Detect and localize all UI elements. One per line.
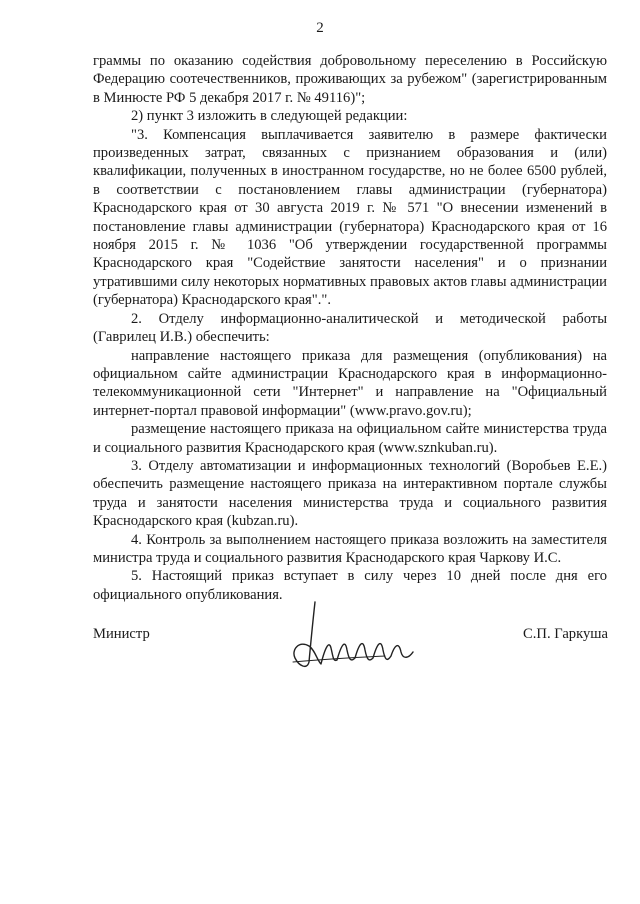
paragraph: 5. Настоящий приказ вступает в силу через 10 дней после дня его официального опубликования. [93, 568, 607, 603]
paragraph: "3. Компенсация выплачивается заявителю в размере фактически произведенных затрат, связанных с признанием образования и (или) квалификации, полученных в иностранном государстве, но не более 6500 рублей, в соответствии с постановлением главы администрации (губернатора) Краснодарского края от 30 августа 2019 г. № 571 "О внесении изменений в постановление главы администрации (губернатора) Краснодарского края от 16 ноября 2015 г. № 1036 "Об утверждении государственной программы Краснодарского края "Содействие занятости населения" и о признании утратившими силу некоторых нормативных правовых актов главы администрации (губернатора) Краснодарского края".". [93, 126, 607, 309]
signer-position: Министр [93, 626, 150, 642]
paragraph: граммы по оказанию содействия добровольному переселению в Российскую Федерацию соотечественников, проживающих за рубежом" (зарегистрированным в Минюсте РФ 5 декабря 2017 г. № 49116)"; [93, 53, 607, 106]
paragraph: 2) пункт 3 изложить в следующей редакции: [131, 108, 408, 125]
paragraph: 2. Отделу информационно-аналитической и методической работы (Гаврилец И.В.) обеспечить: [93, 310, 607, 346]
paragraph: размещение настоящего приказа на официальном сайте министерства труда и социального развития Краснодарского края (www.sznkuban.ru). [93, 421, 607, 456]
page-number: 2 [316, 20, 324, 36]
paragraph: направление настоящего приказа для размещения (опубликования) на официальном сайте администрации Краснодарского края в информационно-телекоммуникационной сети "Интернет" и направление на "Официальный интернет-портал правовой информации" (www.pravo.gov.ru); [93, 347, 607, 419]
paragraph: 3. Отделу автоматизации и информационных технологий (Воробьев Е.Е.) обеспечить размещение настоящего приказа на интерактивном портале службы труда и занятости населения министерства труда и социального развития Краснодарского края (kubzan.ru). [93, 457, 607, 530]
document-body [93, 52, 607, 604]
paragraph: 4. Контроль за выполнением настоящего приказа возложить на заместителя министра труда и социального развития Краснодарского края Чаркову И.С. [93, 531, 607, 566]
handwritten-signature [285, 600, 425, 680]
signer-name: С.П. Гаркуша [523, 626, 608, 642]
signature-block [0, 600, 640, 680]
